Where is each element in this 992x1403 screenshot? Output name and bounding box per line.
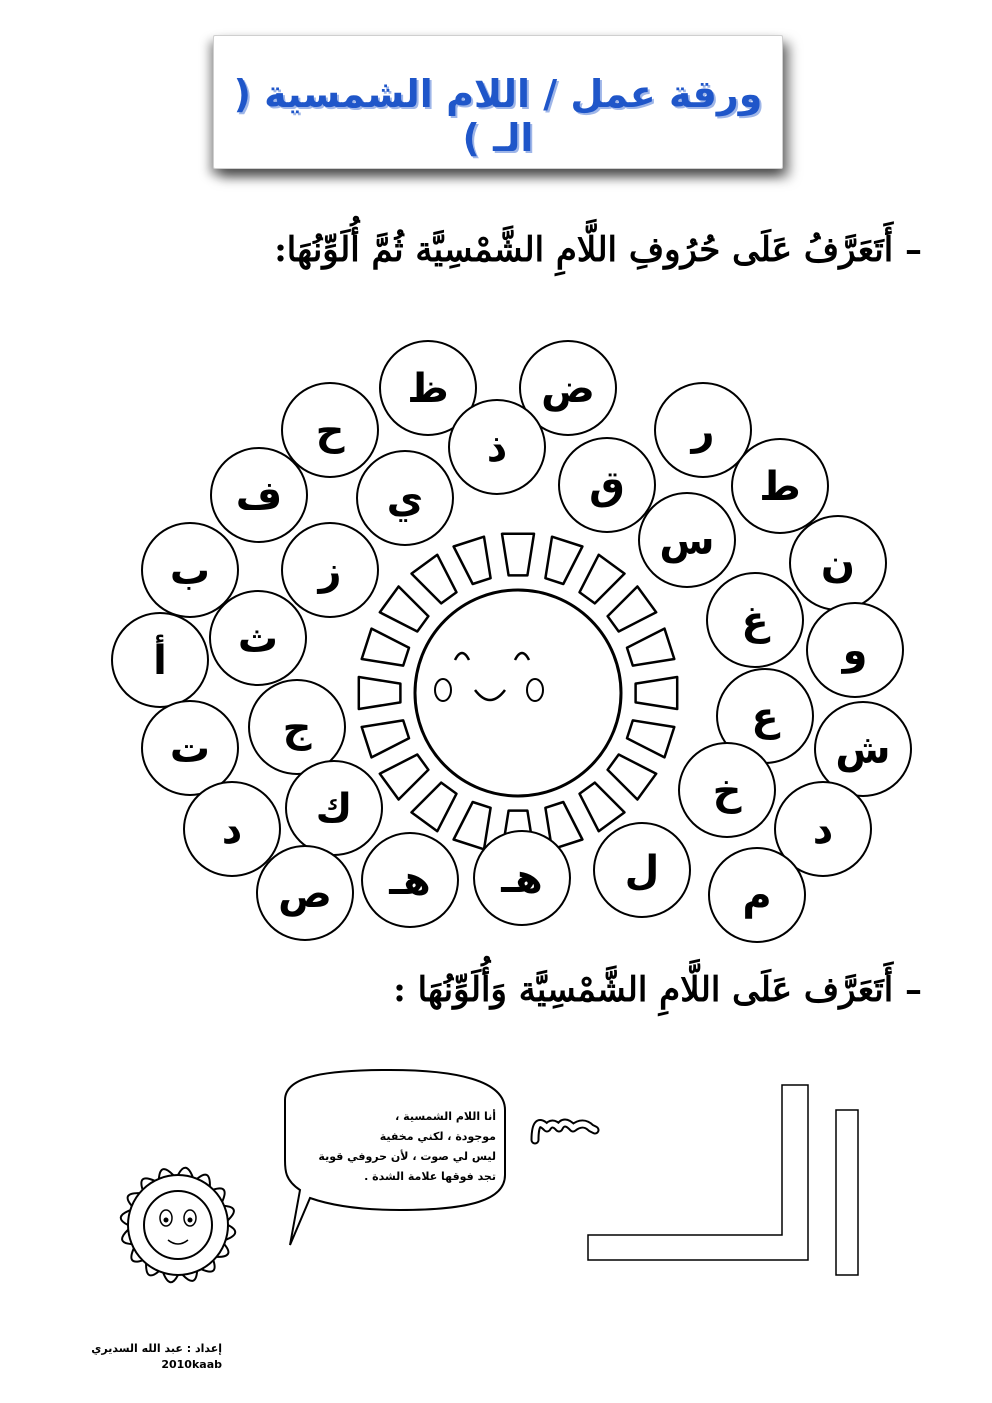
letter-circle[interactable] [474, 831, 570, 925]
letter-label: ج [282, 705, 312, 751]
letter-circle[interactable] [112, 613, 208, 707]
sun-ray[interactable] [359, 677, 401, 709]
letter-circle[interactable] [142, 523, 238, 617]
letter-circle[interactable] [210, 591, 306, 685]
letter-circle[interactable] [211, 448, 307, 542]
bubble-line: ليس لي صوت ، لأن حروفي قوية [318, 1150, 496, 1163]
hollow-al-letters [588, 1085, 858, 1275]
sun-ray[interactable] [412, 783, 457, 832]
letter-label: هـ [389, 858, 431, 904]
letter-circle[interactable] [655, 383, 751, 477]
letter-label: ق [589, 463, 625, 509]
letter-circle[interactable] [142, 701, 238, 795]
sun-ray[interactable] [608, 587, 657, 632]
sun-face-icon [415, 590, 621, 796]
sun-ray[interactable] [502, 534, 534, 576]
letter-circle[interactable] [594, 823, 690, 917]
letter-label: ض [541, 366, 595, 412]
letter-circle[interactable] [257, 846, 353, 940]
sun-ray[interactable] [545, 537, 582, 584]
letter-label: ي [386, 476, 424, 522]
letter-label: غ [741, 598, 769, 644]
sun-ray[interactable] [608, 755, 657, 800]
letter-label: هـ [501, 856, 543, 902]
letter-label: د [812, 807, 834, 853]
author-credit: إعداد : عبد الله السديري [91, 1342, 222, 1355]
letter-label: خ [712, 768, 742, 814]
letter-label: ش [835, 727, 891, 773]
letter-circle[interactable] [357, 451, 453, 545]
sun-ray[interactable] [454, 537, 491, 584]
letter-circle[interactable] [707, 573, 803, 667]
letter-label: ز [318, 548, 342, 594]
letter-circle[interactable] [639, 493, 735, 587]
letter-label: ل [624, 848, 660, 894]
author-code: 2010kaab [161, 1358, 222, 1371]
worksheet-title: ورقة عمل / اللام الشمسية ( الـ ) [233, 72, 763, 160]
letter-circle[interactable] [449, 400, 545, 494]
sun-ray[interactable] [627, 629, 674, 666]
letter-label: ن [820, 541, 856, 587]
letter-circle[interactable] [679, 743, 775, 837]
sun-ray[interactable] [362, 720, 409, 757]
letter-label: ف [235, 473, 283, 519]
letter-label: ب [169, 548, 211, 594]
small-sun-character-icon [121, 1168, 235, 1282]
letter-label: ت [169, 726, 211, 772]
letter-circle[interactable] [559, 438, 655, 532]
letter-label: و [842, 628, 868, 674]
sun-ray[interactable] [380, 587, 429, 632]
sun-ray[interactable] [580, 555, 625, 604]
speech-bubble-text [296, 1107, 496, 1187]
sun-ray[interactable] [412, 555, 457, 604]
sun-ray[interactable] [627, 720, 674, 757]
letter-circle[interactable] [709, 848, 805, 942]
letter-label: م [742, 873, 772, 919]
sun-ray[interactable] [362, 629, 409, 666]
letter-circle[interactable] [807, 603, 903, 697]
letter-circle[interactable] [790, 516, 886, 610]
letter-label: ك [315, 786, 353, 832]
instruction-identify-al: – أَتَعَرَّف عَلَى اللَّامِ الشَّمْسِيَّة وَأُلَوِّنُهَا : [393, 970, 922, 1010]
shadda-icon [535, 1123, 595, 1140]
bubble-line: أنا اللام الشمسية ، [395, 1110, 496, 1123]
letter-label: ر [691, 408, 715, 454]
letter-label: د [221, 807, 243, 853]
letter-circle[interactable] [184, 782, 280, 876]
credit [82, 1341, 222, 1373]
letter-circle[interactable] [362, 833, 458, 927]
letter-circle[interactable] [732, 439, 828, 533]
bubble-line: موجودة ، لكني مخفية [379, 1130, 496, 1143]
letter-label: ص [278, 871, 332, 917]
letter-label: س [659, 518, 715, 564]
letter-label: ظ [407, 366, 449, 412]
letter-label: ع [751, 694, 779, 740]
instruction-identify-letters: – أَتَعَرَّفُ عَلَى حُرُوفِ اللَّامِ الشَّمْسِيَّة ثُمَّ أُلَوِّنُهَا: [274, 230, 922, 270]
sun-ray[interactable] [454, 802, 491, 849]
letter-circle[interactable] [249, 680, 345, 774]
sun-ray[interactable] [636, 677, 678, 709]
sun-ray[interactable] [580, 783, 625, 832]
letter-label: ط [759, 464, 801, 510]
sun-ray[interactable] [380, 755, 429, 800]
bubble-line: تجد فوقها علامة الشدة . [364, 1170, 496, 1183]
letter-circle[interactable] [282, 383, 378, 477]
letter-label: ث [237, 616, 279, 662]
letter-circle[interactable] [286, 761, 382, 855]
letter-label: أ [153, 638, 167, 684]
letter-circle[interactable] [282, 523, 378, 617]
letter-label: ح [315, 408, 345, 454]
letter-label: ذ [486, 425, 508, 471]
